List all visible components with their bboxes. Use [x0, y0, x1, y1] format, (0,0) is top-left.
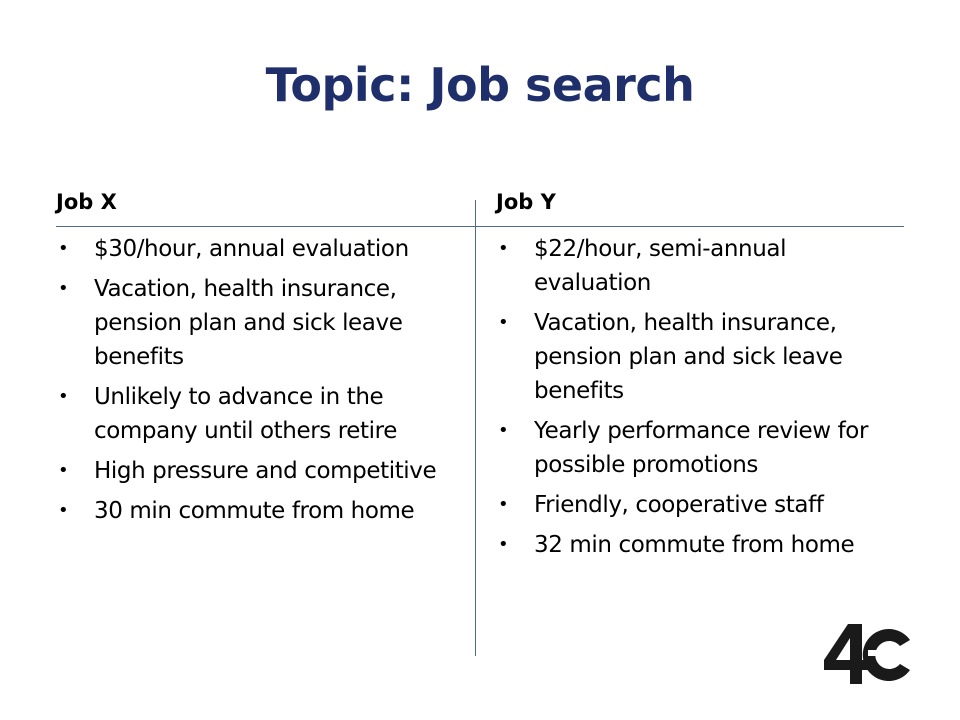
list-item: [496, 488, 896, 522]
bullet-icon: •: [498, 420, 509, 441]
list-item: [496, 232, 896, 300]
list-item: [56, 380, 468, 448]
list-item-text: Vacation, health insurance, pension plan and sick leave benefits: [534, 310, 843, 404]
bullet-icon: •: [498, 534, 509, 555]
bullet-icon: •: [58, 460, 69, 481]
slide-title: Topic: Job search: [265, 58, 695, 112]
bullet-icon: •: [58, 278, 69, 299]
list-item: [496, 414, 896, 482]
list-item: [496, 306, 896, 408]
list-item: [496, 528, 896, 562]
job-y-heading: Job Y: [496, 190, 556, 214]
column-divider: [475, 200, 476, 656]
list-item-text: Vacation, health insurance, pension plan and sick leave benefits: [94, 276, 403, 370]
list-item-text: Yearly performance review for possible promotions: [534, 418, 869, 478]
list-item-text: 30 min commute from home: [94, 498, 415, 524]
header-divider: [56, 226, 904, 227]
bullet-icon: •: [58, 386, 69, 407]
job-x-heading: Job X: [56, 190, 117, 214]
bullet-icon: •: [58, 500, 69, 521]
list-item-text: High pressure and competitive: [94, 458, 437, 484]
bullet-icon: •: [58, 238, 69, 259]
list-item-text: Friendly, cooperative staff: [534, 492, 824, 518]
list-item: [56, 272, 468, 374]
job-x-list: [56, 232, 468, 534]
list-item-text: $30/hour, annual evaluation: [94, 236, 409, 262]
list-item-text: Unlikely to advance in the company until others retire: [94, 384, 397, 444]
list-item: [56, 232, 468, 266]
4c-logo-icon: [818, 620, 918, 690]
list-item-text: 32 min commute from home: [534, 532, 855, 558]
bullet-icon: •: [498, 312, 509, 333]
bullet-icon: •: [498, 494, 509, 515]
job-y-list: [496, 232, 896, 568]
bullet-icon: •: [498, 238, 509, 259]
list-item: [56, 494, 468, 528]
list-item: [56, 454, 468, 488]
list-item-text: $22/hour, semi-annual evaluation: [534, 236, 787, 296]
